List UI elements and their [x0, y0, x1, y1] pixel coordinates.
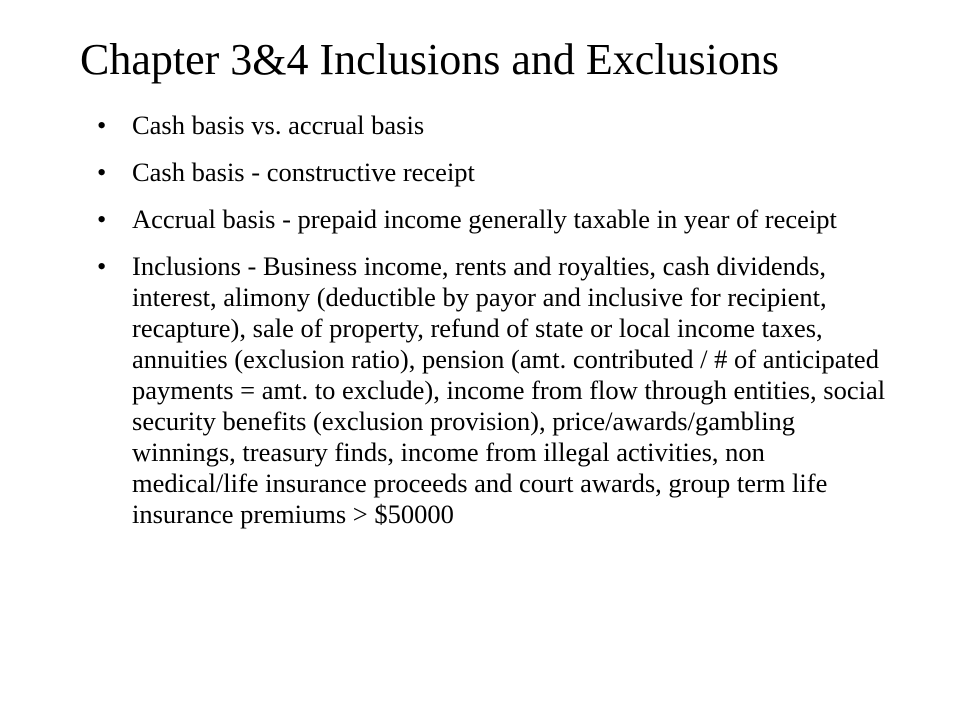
bullet-text: Cash basis vs. accrual basis [132, 110, 425, 140]
bullet-glyph: • [97, 110, 107, 140]
bullet-text: Accrual basis - prepaid income generally taxable in year of receipt [132, 204, 837, 234]
bullet-item-cash-vs-accrual [0, 110, 894, 141]
bullet-text: Inclusions - Business income, rents and royalties, cash dividends, interest, alimony (deductible by payor and inclusive for recipient, recapture), sale of property, refund of state or local income taxes, annuities (exclusion ratio), pension (amt. contributed / # of anticipated payments = amt. to exclude), income from flow through entities, social security benefits (exclusion provision), price/awards/gambling winnings, treasury finds, income from illegal activities, non medical/life insurance proceeds and court awards, group term life insurance premiums > $50000 [132, 251, 886, 529]
bullet-item-accrual-prepaid-income [0, 204, 894, 235]
bullet-glyph: • [97, 157, 107, 187]
bullet-glyph: • [97, 204, 107, 234]
bullet-list [0, 110, 960, 546]
bullet-item-inclusions [0, 251, 894, 530]
bullet-text: Cash basis - constructive receipt [132, 157, 475, 187]
bullet-glyph: • [97, 251, 107, 281]
bullet-item-constructive-receipt [0, 157, 894, 188]
slide-title: Chapter 3&4 Inclusions and Exclusions [80, 35, 780, 84]
